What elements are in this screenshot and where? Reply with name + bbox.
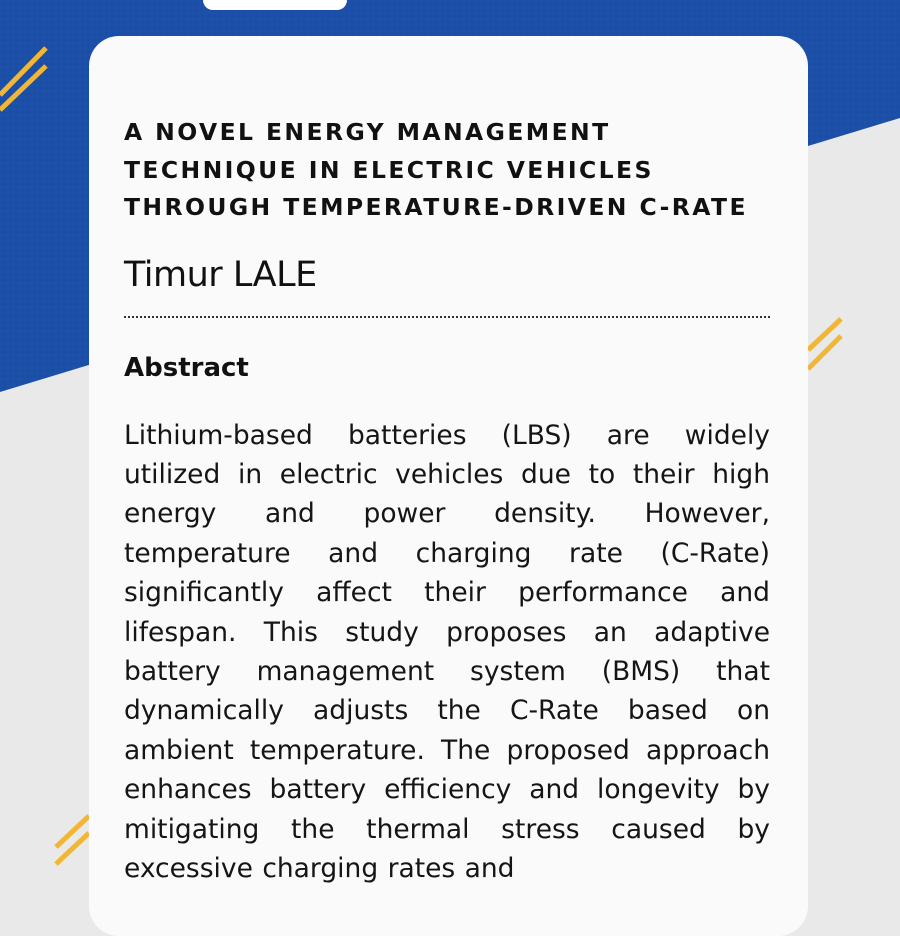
author-name: Timur LALE [124, 254, 317, 295]
abstract-heading: Abstract [124, 352, 249, 383]
paper-card [89, 36, 808, 936]
abstract-text: Lithium-based batteries (LBS) are widely utilized in electric vehicles due to their high energy and power density. However, temperature and charging rate (C-Rate) significantly affect their performance and lifespan. This study proposes an adaptive battery management system (BMS) that dynamically adjusts the C-Rate based on ambient temperature. The proposed approach enhances battery efficiency and longevity by mitigating the thermal stress caused by excessive charging rates and [124, 419, 770, 884]
dotted-divider [124, 316, 770, 318]
top-tab-decoration [203, 0, 347, 10]
paper-title: A NOVEL ENERGY MANAGEMENT TECHNIQUE IN ELECTRIC VEHICLES THROUGH TEMPERATURE-DRIVEN C-RATE [124, 118, 748, 221]
card-content [124, 114, 770, 888]
